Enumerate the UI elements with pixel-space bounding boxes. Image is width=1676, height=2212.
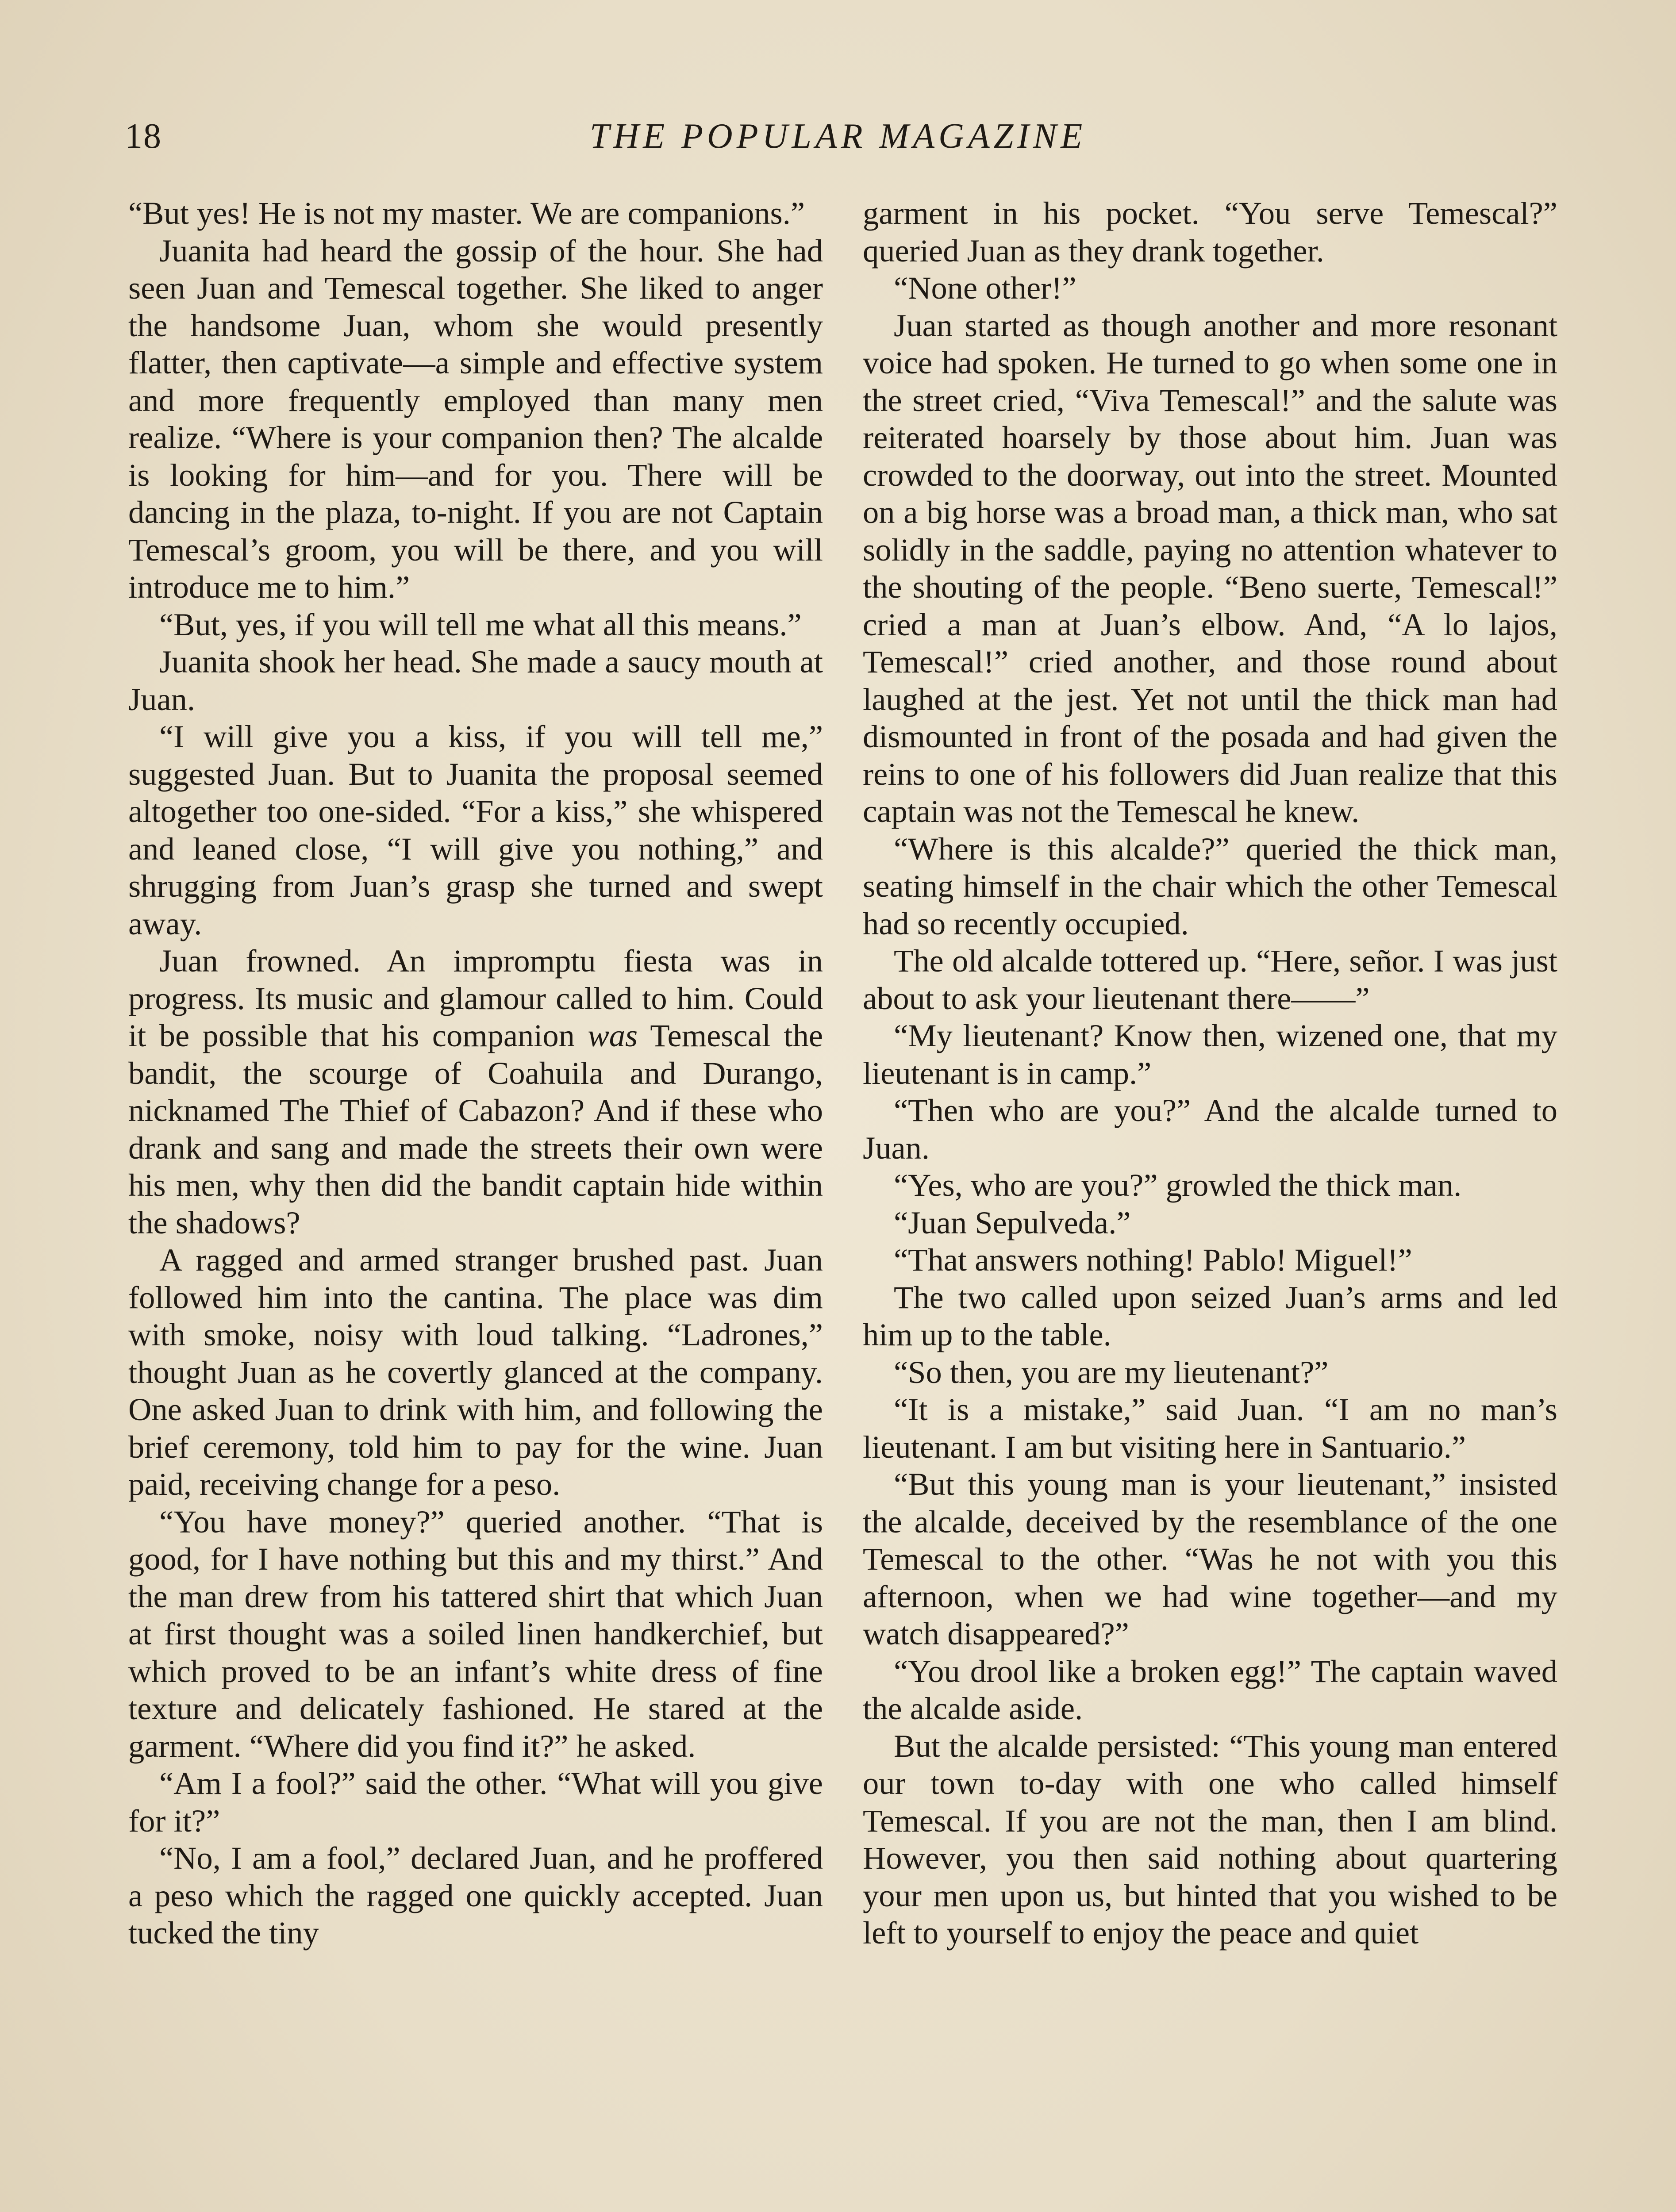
paragraph: A ragged and armed stranger brushed past. Juan followed him into the cantina. The place was dim with smoke, noisy with loud talking. “Ladrones,” thought Juan as he covertly glanced at the company. One asked Juan to drink with him, and following the brief ceremony, told him to pay for the wine. Juan paid, receiving change for a peso. bbox=[128, 1242, 823, 1502]
paragraph: “Am I a fool?” said the other. “What will you give for it?” bbox=[128, 1765, 823, 1839]
paragraph: “Yes, who are you?” growled the thick man. bbox=[894, 1167, 1462, 1203]
paragraph: “But yes! He is not my master. We are companions.” bbox=[128, 195, 805, 231]
paragraph: “I will give you a kiss, if you will tell me,” suggested Juan. But to Juanita the proposal seemed altogether too one-sided. “For a kiss,” she whispered and leaned close, “I will give you nothing,” and shrugging from Juan’s grasp she turned and swept away. bbox=[128, 718, 823, 941]
paragraph: “So then, you are my lieutenant?” bbox=[894, 1354, 1329, 1390]
paragraph: Juan started as though another and more resonant voice had spoken. He turned to go when some one in the street cried, “Viva Temescal!” and the salute was reiterated hoarsely by those about him. Juan was crowded to the doorway, out into the street. Mounted on a big horse was a broad man, a thick man, who sat solidly in the saddle, paying no attention whatever to the shouting of the people. “Beno suerte, Temescal!” cried a man at Juan’s elbow. And, “A lo lajos, Temescal!” cried another, and those round about laughed at the jest. Yet not until the thick man had dismounted in front of the posada and had given the reins to one of his followers did Juan realize that this captain was not the Temescal he knew. bbox=[863, 307, 1557, 829]
paragraph: “But this young man is your lieutenant,” insisted the alcalde, deceived by the resemblance of the one Temescal to the other. “Was he not with you this afternoon, when we had wine together—and my watch disappeared?” bbox=[863, 1466, 1557, 1651]
paragraph: The two called upon seized Juan’s arms and led him up to the table. bbox=[863, 1279, 1557, 1352]
paragraph: “That answers nothing! Pablo! Miguel!” bbox=[894, 1242, 1412, 1278]
paragraph: “Where is this alcalde?” queried the thick man, seating himself in the chair which the other Temescal had so recently occupied. bbox=[863, 830, 1557, 941]
paragraph: garment in his pocket. “You serve Temescal?” queried Juan as they drank together. bbox=[863, 195, 1557, 269]
italic-word: was bbox=[588, 1018, 638, 1053]
paragraph bbox=[128, 942, 823, 1241]
paragraph: But the alcalde persisted: “This young man entered our town to-day with one who called himself Temescal. If you are not the man, then I am blind. However, you then said nothing about quartering your men upon us, but hinted that you wished to be left to yourself to enjoy the peace and quiet bbox=[863, 1728, 1557, 1951]
page-number: 18 bbox=[125, 117, 162, 156]
paragraph: “You drool like a broken egg!” The captain waved the alcalde aside. bbox=[863, 1653, 1557, 1726]
paragraph: The old alcalde tottered up. “Here, señor. I was just about to ask your lieutenant there——” bbox=[863, 943, 1557, 1016]
paragraph: “Juan Sepulveda.” bbox=[894, 1204, 1131, 1240]
paragraph: “No, I am a fool,” declared Juan, and he proffered a peso which the ragged one quickly accepted. Juan tucked the tiny bbox=[128, 1840, 823, 1951]
paragraph: Juanita shook her head. She made a saucy mouth at Juan. bbox=[128, 644, 823, 717]
paragraph: “None other!” bbox=[894, 270, 1076, 306]
running-head: THE POPULAR MAGAZINE bbox=[589, 117, 1087, 156]
paragraph: Juanita had heard the gossip of the hour. She had seen Juan and Temescal together. She liked to anger the handsome Juan, whom she would presently flatter, then captivate—a simple and effective system and more frequently employed than many men realize. “Where is your companion then? The alcalde is looking for him—and for you. There will be dancing in the plaza, to-night. If you are not Captain Temescal’s groom, you will be there, and you will introduce me to him.” bbox=[128, 232, 823, 605]
paragraph: “But, yes, if you will tell me what all this means.” bbox=[159, 606, 802, 642]
paragraph: “It is a mistake,” said Juan. “I am no man’s lieutenant. I am but visiting here in Santuario.” bbox=[863, 1391, 1557, 1465]
paragraph: “You have money?” queried another. “That is good, for I have nothing but this and my thirst.” And the man drew from his tattered shirt that which Juan at first thought was a soiled linen handkerchief, but which proved to be an infant’s white dress of fine texture and delicately fashioned. He stared at the garment. “Where did you find it?” he asked. bbox=[128, 1503, 823, 1764]
paragraph-text: Temescal the bandit, the scourge of Coahuila and Durango, nicknamed The Thief of Cabazon? And if these who drank and sang and made the streets their own were his men, why then did the bandit captain hide within the shadows? bbox=[128, 1018, 823, 1240]
paragraph: “Then who are you?” And the alcalde turned to Juan. bbox=[863, 1092, 1557, 1166]
paragraph-text: Juan frowned. An impromptu fiesta was in progress. Its music and glamour called to him. Could it be possible that his companion bbox=[128, 943, 823, 1053]
right-column bbox=[863, 195, 1557, 2212]
left-column bbox=[128, 195, 823, 2212]
paragraph: “My lieutenant? Know then, wizened one, that my lieutenant is in camp.” bbox=[863, 1018, 1557, 1091]
